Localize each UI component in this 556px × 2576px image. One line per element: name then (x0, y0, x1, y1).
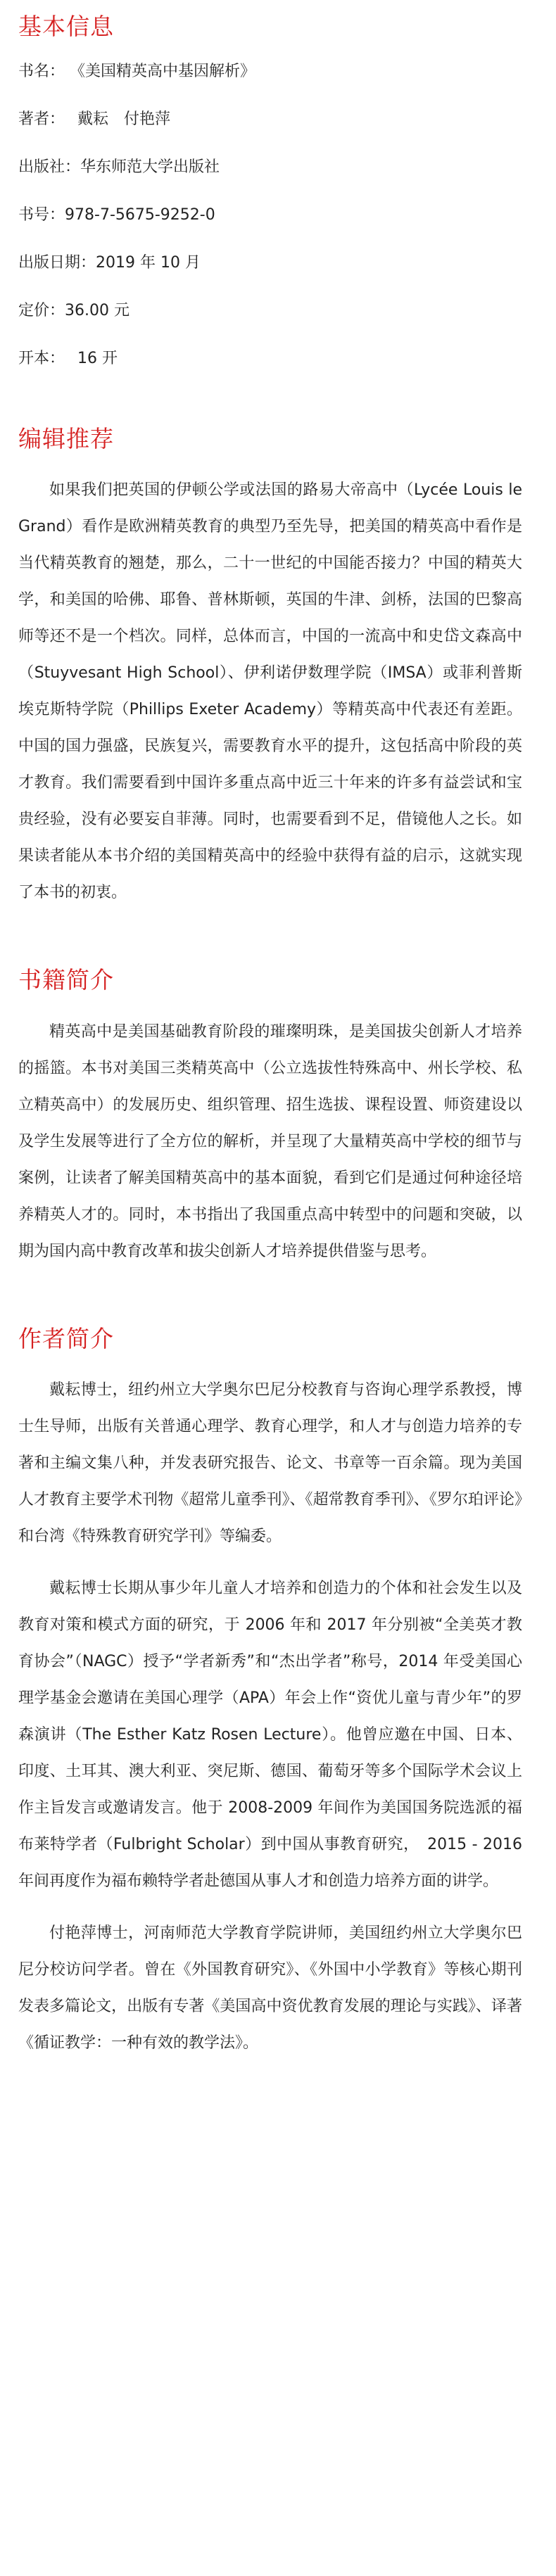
author-intro-heading: 作者简介 (18, 1324, 114, 1352)
basic-info-list (18, 61, 522, 370)
info-row-isbn (18, 204, 522, 227)
book-intro-section (18, 966, 522, 1270)
info-label: 书名： (18, 62, 65, 80)
editor-recommendation-heading: 编辑推荐 (18, 424, 114, 452)
author-intro-paragraph: 戴耘博士长期从事少年儿童人才培养和创造力的个体和社会发生以及教育对策和模式方面的研究，于 2006 年和 2017 年分别被“全美英才教育协会”（NAGC）授予“学者新秀”和“杰出学者”称号，2014 年受美国心理学基金会邀请在美国心理学（APA）年会上作“资优儿童与青少年”的罗森演讲（The Esther Katz Rosen Lecture）。他曾应邀在中国、日本、印度、土耳其、澳大利亚、突尼斯、德国、葡萄牙等多个国际学术会议上作主旨发言或邀请发言。他于 2008-2009 年间作为美国国务院选派的福布莱特学者（Fulbright Scholar）到中国从事教育研究， 2015 - 2016 年间再度作为福布赖特学者赴德国从事人才和创造力培养方面的讲学。 (18, 1580, 522, 1891)
info-row-authors (18, 108, 522, 131)
book-intro-heading: 书籍简介 (18, 966, 114, 994)
author-intro-paragraph: 戴耘博士，纽约州立大学奥尔巴尼分校教育与咨询心理学系教授，博士生导师，出版有关普通心理学、教育心理学，和人才与创造力培养的专著和主编文集八种，并发表研究报告、论文、书章等一百余篇。现为美国人才教育主要学术刊物《超常儿童季刊》、《超常教育季刊》、《罗尔珀评论》和台湾《特殊教育研究学刊》等编委。 (18, 1381, 522, 1546)
info-value: 978-7-5675-9252-0 (65, 205, 215, 224)
book-intro-paragraph: 精英高中是美国基础教育阶段的璀璨明珠，是美国拔尖创新人才培养的摇篮。本书对美国三类精英高中（公立选拔性特殊高中、州长学校、私立精英高中）的发展历史、组织管理、招生选拔、课程设置、师资建设以及学生发展等进行了全方位的解析，并呈现了大量精英高中学校的细节与案例，让读者了解美国精英高中的基本面貌，看到它们是通过何种途径培养精英人才的。同时，本书指出了我国重点高中转型中的问题和突破，以期为国内高中教育改革和拔尖创新人才培养提供借鉴与思考。 (18, 1022, 522, 1260)
editor-recommendation-section (18, 425, 522, 912)
info-value: 2019 年 10 月 (96, 253, 201, 272)
info-value: 36.00 元 (65, 301, 129, 319)
info-label: 定价： (18, 301, 65, 319)
info-value: 16 开 (77, 349, 118, 367)
info-row-format (18, 348, 522, 370)
basic-info-heading: 基本信息 (18, 13, 114, 40)
info-label: 开本： (18, 349, 65, 367)
editor-recommendation-paragraph: 如果我们把英国的伊顿公学或法国的路易大帝高中（Lycée Louis le Grand）看作是欧洲精英教育的典型乃至先导，把美国的精英高中看作是当代精英教育的翘楚，那么，二十一世纪的中国能否接力？中国的精英大学，和美国的哈佛、耶鲁、普林斯顿，英国的牛津、剑桥，法国的巴黎高师等还不是一个档次。同样，总体而言，中国的一流高中和史岱文森高中（Stuyvesant High School）、伊利诺伊数理学院（IMSA）或菲利普斯埃克斯特学院（Phillips Exeter Academy）等精英高中代表还有差距。中国的国力强盛，民族复兴，需要教育水平的提升，这包括高中阶段的英才教育。我们需要看到中国许多重点高中近三十年来的许多有益尝试和宝贵经验，没有必要妄自菲薄。同时，也需要看到不足，借镜他人之长。如果读者能从本书介绍的美国精英高中的经验中获得有益的启示，这就实现了本书的初衷。 (18, 481, 522, 902)
info-row-publisher (18, 156, 522, 179)
info-row-title (18, 61, 522, 83)
info-row-publish-date (18, 252, 522, 274)
info-value: 戴耘 付艳萍 (77, 110, 171, 128)
author-intro-section (18, 1325, 522, 2062)
info-value: 华东师范大学出版社 (80, 158, 220, 176)
basic-info-section (18, 13, 522, 370)
info-label: 出版日期： (18, 253, 96, 272)
info-value: 《美国精英高中基因解析》 (77, 62, 256, 80)
info-label: 书号： (18, 205, 65, 224)
info-row-price (18, 300, 522, 322)
info-label: 著者： (18, 110, 65, 128)
author-intro-paragraph: 付艳萍博士，河南师范大学教育学院讲师，美国纽约州立大学奥尔巴尼分校访问学者。曾在《外国教育研究》、《外国中小学教育》等核心期刊发表多篇论文，出版有专著《美国高中资优教育发展的理论与实践》、译著《循证教学：一种有效的教学法》。 (18, 1924, 522, 2052)
info-label: 出版社： (18, 158, 81, 176)
